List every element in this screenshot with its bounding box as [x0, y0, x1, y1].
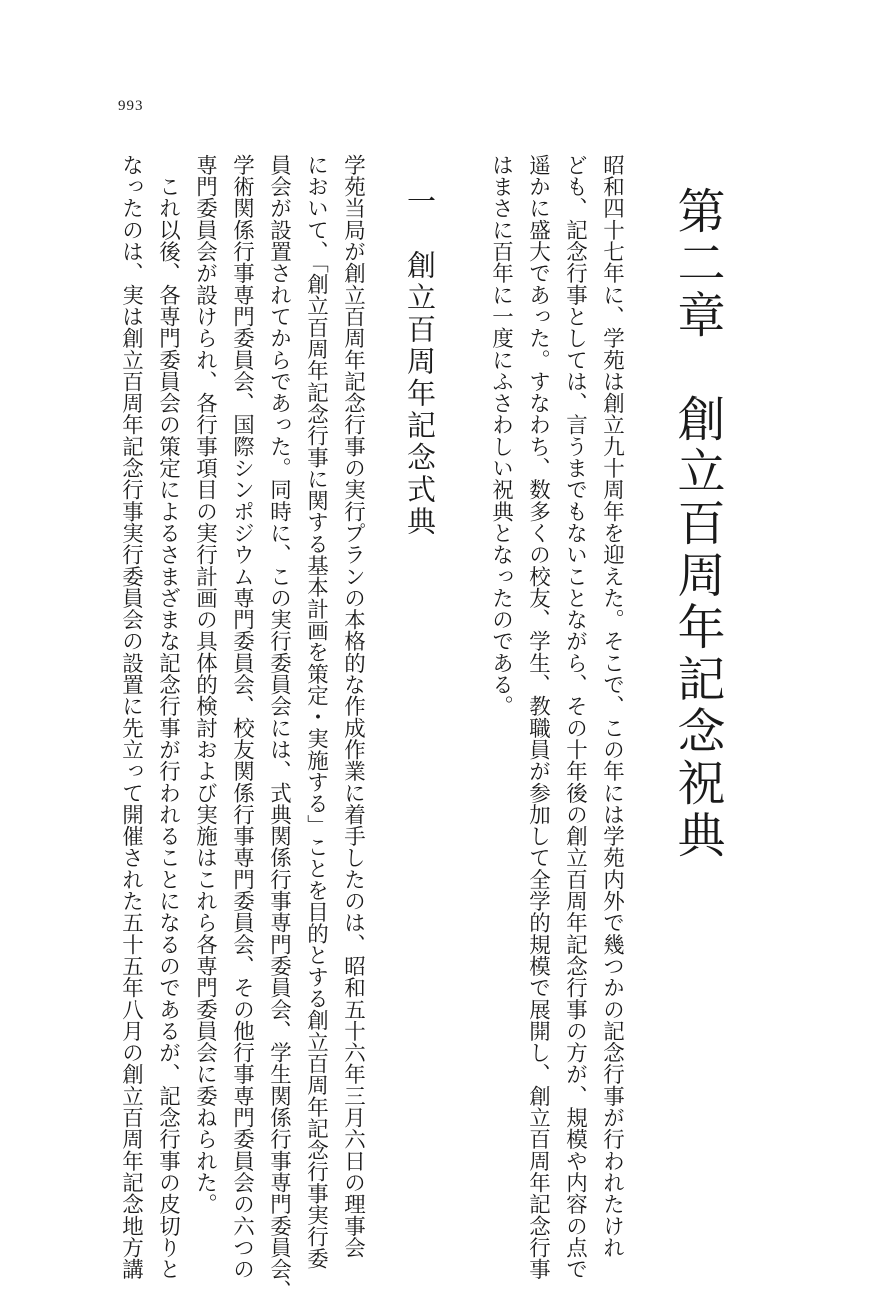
text-line: 員会が設置されてからであった。同時に、この実行委員会には、式典関係行事専門委員会、学生関係行事専門委員会、	[266, 154, 292, 1301]
text-line: 遥かに盛大であった。すなわち、数多くの校友、学生、教職員が参加して全学的規模で展開し、創立百周年記念行事	[525, 154, 551, 1280]
chapter-title: 第二章 創立百周年記念祝典	[669, 186, 725, 862]
text-line: はまさに百年に一度にふさわしい祝典となったのである。	[488, 154, 514, 717]
text-line: ども、記念行事としては、言うまでもないことながら、その十年後の創立百周年記念行事の方が、規模や内容の点で	[562, 154, 588, 1280]
text-line: これ以後、各専門委員会の策定によるさまざまな記念行事が行われることになるのであるが、記念行事の皮切りと	[155, 154, 181, 1280]
page-number: 993	[118, 98, 144, 114]
section-title: 一 創立百周年記念式典	[403, 186, 437, 538]
text-line: 学術関係行事専門委員会、国際シンポジウム専門委員会、校友関係行事専門委員会、その他行事専門委員会の六つの	[229, 154, 255, 1280]
text-line: において、「創立百周年記念行事に関する基本計画を策定・実施する」ことを目的とする創立百周年記念行事実行委	[303, 154, 329, 1270]
text-line: 学苑当局が創立百周年記念行事の実行プランの本格的な作成作業に着手したのは、昭和五十六年三月六日の理事会	[340, 154, 366, 1259]
text-line: 専門委員会が設けられ、各行事項目の実行計画の具体的検討および実施はこれら各専門委員会に委ねられた。	[192, 154, 218, 1215]
text-line: なったのは、実は創立百周年記念行事実行委員会の設置に先立って開催された五十五年八月の創立百周年記念地方講	[118, 154, 144, 1280]
text-line: 昭和四十七年に、学苑は創立九十周年を迎えた。そこで、この年には学苑内外で幾つかの記念行事が行われたけれ	[599, 154, 625, 1259]
